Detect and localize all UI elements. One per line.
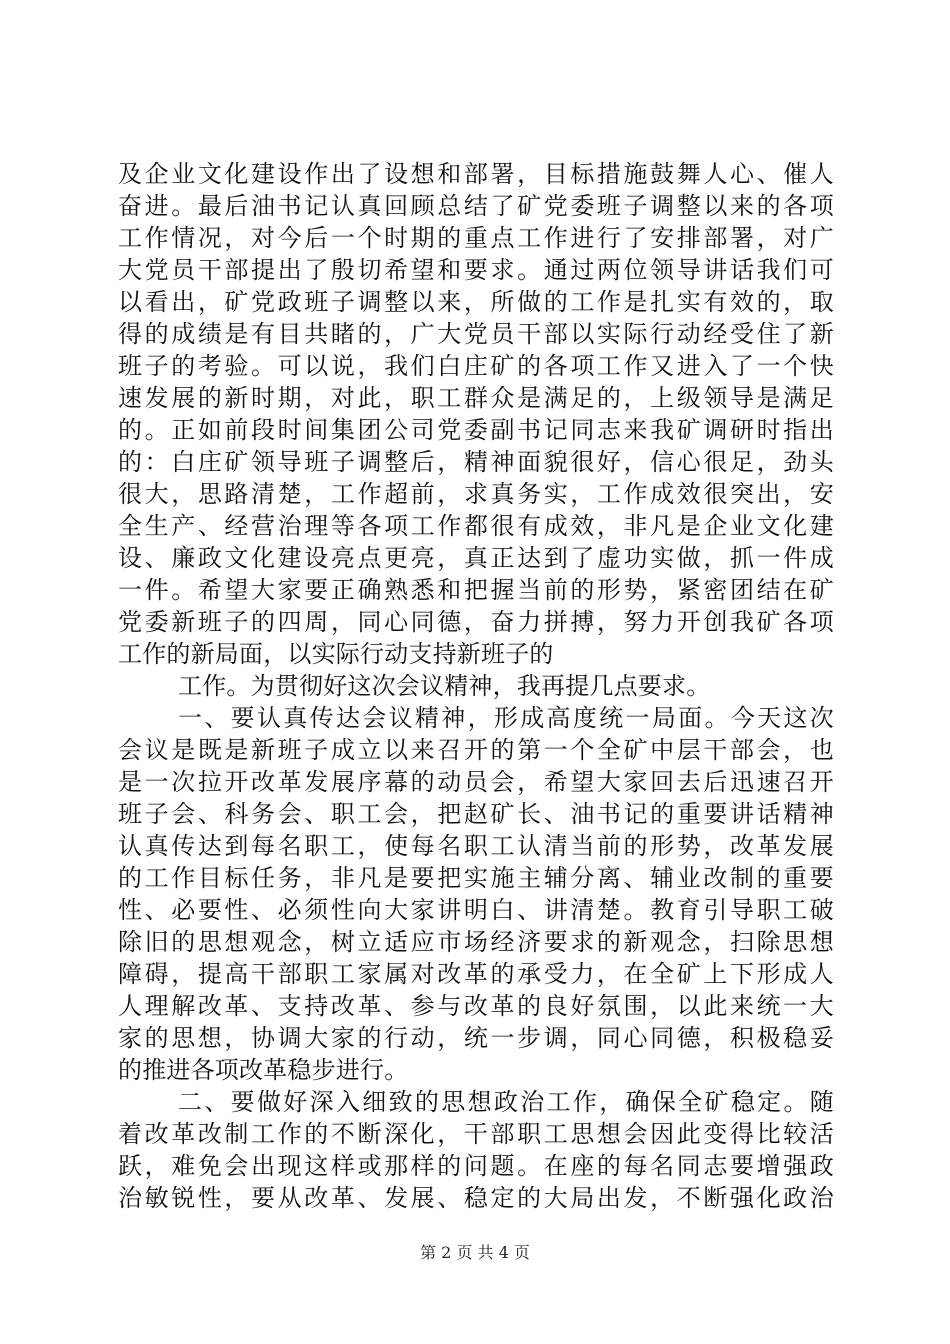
text-line: 班子会、科务会、职工会，把赵矿长、油书记的重要讲话精神 <box>118 800 834 828</box>
text-line: 二、要做好深入细致的思想政治工作，确保全矿稳定。随 <box>178 1088 834 1116</box>
paragraph <box>118 702 834 1086</box>
text-line: 大党员干部提出了殷切希望和要求。通过两位领导讲话我们可 <box>118 256 834 284</box>
text-line: 很大，思路清楚，工作超前，求真务实，工作成效很突出，安 <box>118 480 834 508</box>
text-line: 是一次拉开改革发展序幕的动员会，希望大家回去后迅速召开 <box>118 768 834 796</box>
text-line: 治敏锐性，要从改革、发展、稳定的大局出发，不断强化政治 <box>118 1184 834 1212</box>
paragraph <box>118 1086 834 1214</box>
text-line: 一、要认真传达会议精神，形成高度统一局面。今天这次 <box>178 704 834 732</box>
text-line: 全生产、经营治理等各项工作都很有成效，非凡是企业文化建 <box>118 512 834 540</box>
text-line: 班子的考验。可以说，我们白庄矿的各项工作又进入了一个快 <box>118 352 834 380</box>
text-line: 的推进各项改革稳步进行。 <box>118 1056 409 1084</box>
text-line: 认真传达到每名职工，使每名职工认清当前的形势，改革发展 <box>118 832 834 860</box>
document-body <box>118 158 834 1214</box>
paragraph <box>118 670 834 702</box>
text-line: 人理解改革、支持改革、参与改革的良好氛围，以此来统一大 <box>118 992 834 1020</box>
text-line: 的：白庄矿领导班子调整后，精神面貌很好，信心很足，劲头 <box>118 448 834 476</box>
text-line: 速发展的新时期，对此，职工群众是满足的，上级领导是满足 <box>118 384 834 412</box>
text-line: 党委新班子的四周，同心同德，奋力拼搏，努力开创我矿各项 <box>118 608 834 636</box>
text-line: 的工作目标任务，非凡是要把实施主辅分离、辅业改制的重要 <box>118 864 834 892</box>
text-line: 得的成绩是有目共睹的，广大党员干部以实际行动经受住了新 <box>118 320 834 348</box>
text-line: 工作的新局面，以实际行动支持新班子的 <box>118 640 554 668</box>
page-footer <box>0 1242 950 1264</box>
text-line: 障碍，提高干部职工家属对改革的承受力，在全矿上下形成人 <box>118 960 834 988</box>
text-line: 的。正如前段时间集团公司党委副书记同志来我矿调研时指出 <box>118 416 834 444</box>
text-line: 跃，难免会出现这样或那样的问题。在座的每名同志要增强政 <box>118 1152 834 1180</box>
page-number-label: 第 2 页 共 4 页 <box>420 1243 530 1262</box>
text-line: 设、廉政文化建设亮点更亮，真正达到了虚功实做，抓一件成 <box>118 544 834 572</box>
text-line: 一件。希望大家要正确熟悉和把握当前的形势，紧密团结在矿 <box>118 576 834 604</box>
text-line: 会议是既是新班子成立以来召开的第一个全矿中层干部会，也 <box>118 736 834 764</box>
paragraph <box>118 158 834 670</box>
text-line: 以看出，矿党政班子调整以来，所做的工作是扎实有效的，取 <box>118 288 834 316</box>
text-line: 工作。为贯彻好这次会议精神，我再提几点要求。 <box>178 672 711 700</box>
text-line: 除旧的思想观念，树立适应市场经济要求的新观念，扫除思想 <box>118 928 834 956</box>
text-line: 及企业文化建设作出了设想和部署，目标措施鼓舞人心、催人 <box>118 160 834 188</box>
text-line: 工作情况，对今后一个时期的重点工作进行了安排部署，对广 <box>118 224 834 252</box>
text-line: 奋进。最后油书记认真回顾总结了矿党委班子调整以来的各项 <box>118 192 834 220</box>
text-line: 性、必要性、必须性向大家讲明白、讲清楚。教育引导职工破 <box>118 896 834 924</box>
text-line: 着改革改制工作的不断深化，干部职工思想会因此变得比较活 <box>118 1120 834 1148</box>
text-line: 家的思想，协调大家的行动，统一步调，同心同德，积极稳妥 <box>118 1024 834 1052</box>
